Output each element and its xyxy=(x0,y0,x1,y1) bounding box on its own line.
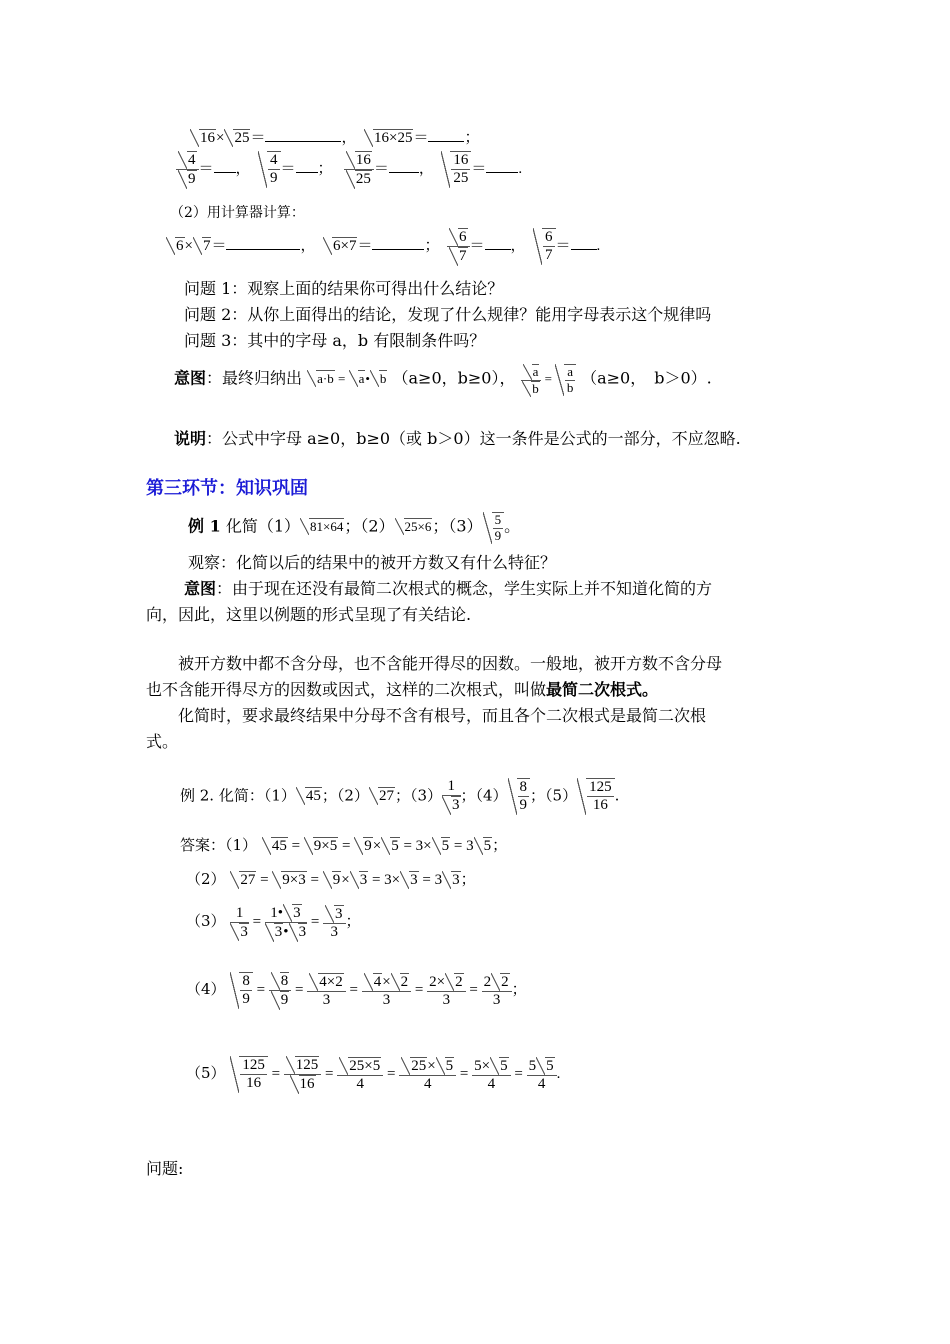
sqrt-frac-5-9: $\frac{5}{9}$ xyxy=(483,512,505,544)
blank-10[interactable] xyxy=(571,237,597,250)
answer-2: （2） 27 = 9×3 = 9× 3 = 3× 3 = 3 3； xyxy=(186,870,476,888)
item-2-label: （2）用计算器计算： xyxy=(170,205,305,221)
quotient-rule: $\frac{a}{b}$ = $\frac{a}{b}$ xyxy=(521,371,576,386)
answer-2-expr: 27 = 9×3 = 9× 3 = 3× 3 = 3 3； xyxy=(230,872,475,888)
frac-sqrt4-sqrt9: $\frac{4}{9}$ xyxy=(176,151,199,189)
intent-2-line-2: 向，因此，这里以例题的形式呈现了有关结论. xyxy=(146,605,472,624)
sqrt-27: 27 xyxy=(369,787,395,805)
note-line: 说明：公式中字母 a≥0，b≥0（或 b＞0）这一条件是公式的一部分，不应忽略. xyxy=(174,429,741,448)
sqrt-25: 25 xyxy=(224,129,250,147)
example-2: 例 2. 化简：（1） 45；（2） 27；（3） $\frac{1}{3}$ ；（4） $\frac{8}{9}$ ；（5） $\frac{125}{16}$ . xyxy=(180,778,620,814)
blank-1[interactable] xyxy=(265,129,341,142)
sqrt-frac-125-16: $\frac{125}{16}$ xyxy=(577,778,615,815)
blank-5[interactable] xyxy=(389,160,419,173)
answer-3-expr: $\frac{1}{3}$ = $\frac{1• 3}{3• 3}$ = $\frac{3}{3}$ ； xyxy=(230,914,360,930)
answer-5-expr: $\frac{125}{16}$ = $\frac{125}{16}$ = $\frac{25\times 5}{4}$ = $\frac{25\times 5}{4}$ = $\frac{5\times 5}{4}$ = $\frac{5 5}{4}$ . xyxy=(230,1066,560,1082)
intent-label: 意图 xyxy=(174,368,207,388)
answer-3: （3） $\frac{1}{3}$ = $\frac{1• 3}{3• 3}$ = $\frac{3}{3}$ ； xyxy=(186,904,361,941)
question-1: 问题 1：观察上面的结果你可得出什么结论？ xyxy=(184,279,504,298)
frac-1-sqrt3: $\frac{1}{3}$ xyxy=(442,778,461,815)
calc-line-1: 16× 25＝ ， 16×25＝ ； xyxy=(190,126,480,147)
example-1: 例 1 化简（1） 81×64；（2） 25×6；（3） $\frac{5}{9}$ 。 xyxy=(188,512,521,543)
frac-sqrt16-sqrt25: $\frac{16}{25}$ xyxy=(344,151,374,189)
answer-1-expr: 45 = 9×5 = 9× 5 = 3× 5 = 3 5； xyxy=(262,838,507,854)
blank-6[interactable] xyxy=(486,160,518,173)
answer-4: （4） $\frac{8}{9}$ = $\frac{8}{9}$ = $\frac{4\times 2}{3}$ = $\frac{4\times 2}{3}$ = $\frac{2\times 2}{3}$ = $\frac{2 2}{3}$ ； xyxy=(186,973,527,1009)
para-1-line-2: 也不含能开得尽方的因数或因式，这样的二次根式，叫做最简二次根式。 xyxy=(146,680,659,699)
note-label: 说明 xyxy=(174,429,207,448)
blank-8[interactable] xyxy=(372,237,424,250)
sqrt-frac-8-9: $\frac{8}{9}$ xyxy=(508,778,531,815)
para-2-line-2: 式。 xyxy=(146,732,179,751)
frac-sqrt6-sqrt7: $\frac{6}{7}$ xyxy=(447,228,470,266)
sqrt-81x64: 81×64 xyxy=(300,518,344,535)
blank-9[interactable] xyxy=(485,237,511,250)
sqrt-6: 6 xyxy=(166,237,185,255)
calc-line-3: 6× 7＝ ， 6×7＝ ； $\frac{6}{7}$ ＝ ， $\frac{6}{7}$ ＝ . xyxy=(166,228,600,266)
answer-1: 答案：（1） 45 = 9×5 = 9× 5 = 3× 5 = 3 5； xyxy=(180,836,508,854)
sqrt-16x25: 16×25 xyxy=(364,129,413,147)
blank-7[interactable] xyxy=(226,237,300,250)
sqrt-frac-6-7: $\frac{6}{7}$ xyxy=(533,228,556,265)
observe-line: 观察：化简以后的结果中的被开方数又有什么特征？ xyxy=(188,553,557,572)
sqrt-16: 16 xyxy=(190,129,216,147)
question-label: 问题: xyxy=(146,1159,184,1178)
example-1-label: 例 1 xyxy=(188,516,221,536)
question-2: 问题 2：从你上面得出的结论，发现了什么规律？能用字母表示这个规律吗 xyxy=(184,305,712,324)
answer-4-expr: $\frac{8}{9}$ = $\frac{8}{9}$ = $\frac{4\times 2}{3}$ = $\frac{4\times 2}{3}$ = $\frac{2\times 2}{3}$ = $\frac{2 2}{3}$ ； xyxy=(230,982,526,998)
blank-3[interactable] xyxy=(214,160,236,173)
sqrt-frac-4-9: $\frac{4}{9}$ xyxy=(258,151,281,188)
answer-5: （5） $\frac{125}{16}$ = $\frac{125}{16}$ = $\frac{25\times 5}{4}$ = $\frac{25\times 5}{4}$ = $\frac{5\times 5}{4}$ = $\frac{5 5}{4}$ . xyxy=(186,1057,561,1093)
blank-4[interactable] xyxy=(296,160,318,173)
para-1-line-1: 被开方数中都不含分母，也不含能开得尽的因数。一般地，被开方数不含分母 xyxy=(178,654,723,673)
section-heading: 第三环节：知识巩固 xyxy=(146,478,308,499)
blank-2[interactable] xyxy=(428,129,464,142)
product-rule: a·b = a• b xyxy=(307,371,387,386)
question-3: 问题 3：其中的字母 a，b 有限制条件吗？ xyxy=(184,331,486,350)
calc-line-2: $\frac{4}{9}$ ＝ ， $\frac{4}{9}$ ＝ ； $\frac{16}{25}$ ＝ ， $\frac{16}{25}$ ＝ . xyxy=(176,151,522,189)
sqrt-45: 45 xyxy=(296,787,322,805)
intent-line: 意图：最终归纳出 a·b = a• b （a≥0，b≥0）， $\frac{a}{b}$ = $\frac{a}{b}$ （a≥0， b＞0）. xyxy=(174,364,712,396)
sqrt-7: 7 xyxy=(193,237,212,255)
sqrt-frac-16-25: $\frac{16}{25}$ xyxy=(441,151,471,188)
intent-2-line-1: 意图：由于现在还没有最简二次根式的概念，学生实际上并不知道化简的方 xyxy=(184,579,713,598)
sqrt-6x7: 6×7 xyxy=(323,237,357,255)
term-simplest-radical: 最简二次根式。 xyxy=(546,680,659,699)
para-2-line-1: 化简时，要求最终结果中分母不含有根号，而且各个二次根式是最简二次根 xyxy=(178,706,707,725)
sqrt-25x6: 25×6 xyxy=(395,518,433,535)
intent-2-label: 意图 xyxy=(184,579,217,598)
